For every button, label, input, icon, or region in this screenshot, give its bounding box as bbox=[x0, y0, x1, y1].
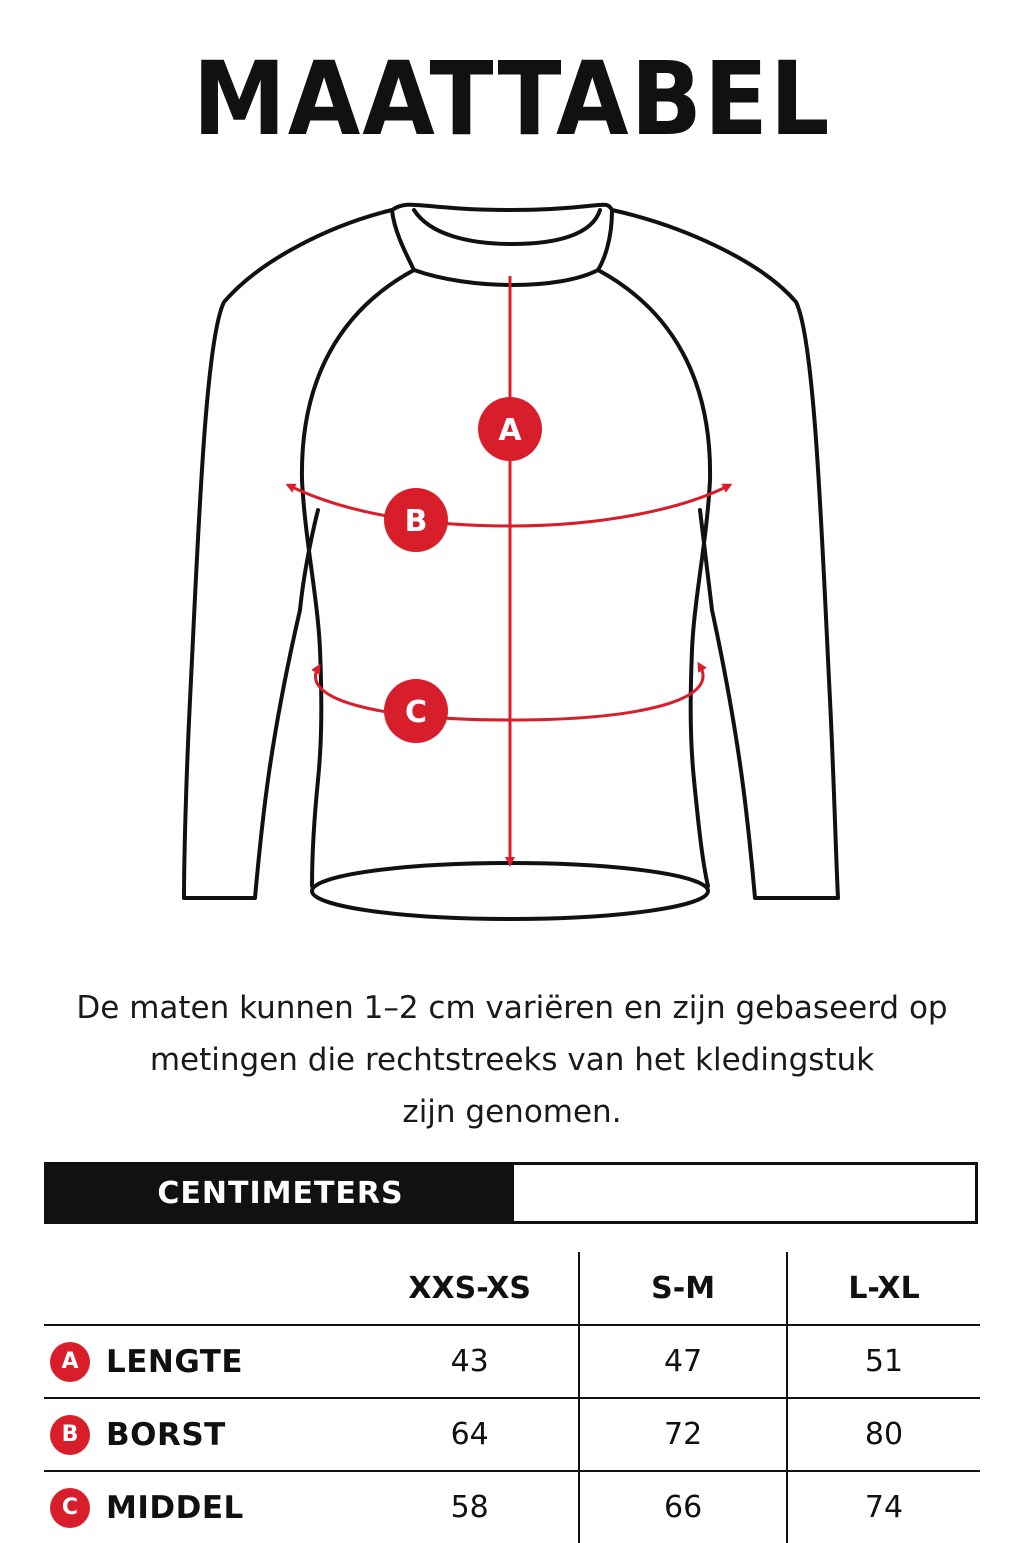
cell-borst-xxs-xs: 64 bbox=[361, 1398, 579, 1471]
badge-b: B bbox=[50, 1415, 90, 1455]
note-line-1: De maten kunnen 1–2 cm variëren en zijn gebaseerd op bbox=[76, 990, 948, 1026]
marker-b bbox=[384, 488, 448, 552]
cell-middel-s-m: 66 bbox=[579, 1471, 787, 1543]
header-size-xxs-xs: XXS-XS bbox=[408, 1270, 531, 1306]
marker-c-label: C bbox=[404, 695, 428, 730]
cell-lengte-xxs-xs: 43 bbox=[361, 1325, 579, 1398]
unit-toggle bbox=[44, 1162, 978, 1224]
table-row-borst bbox=[44, 1398, 980, 1471]
cell-borst-s-m: 72 bbox=[579, 1398, 787, 1471]
sleeve-right-outline bbox=[612, 210, 838, 898]
header-empty bbox=[44, 1252, 361, 1325]
marker-a bbox=[478, 397, 542, 461]
measurement-note bbox=[40, 982, 984, 1138]
header-size-l-xl: L-XL bbox=[787, 1252, 980, 1325]
row-label-lengte: LENGTE bbox=[106, 1343, 244, 1380]
row-label-borst: BORST bbox=[106, 1416, 226, 1453]
marker-c bbox=[384, 679, 448, 743]
garment-diagram bbox=[0, 180, 1024, 940]
body-right-outline bbox=[598, 270, 710, 886]
cell-middel-xxs-xs: 58 bbox=[361, 1471, 579, 1543]
sleeve-left-outline bbox=[184, 210, 392, 898]
cell-borst-l-xl: 80 bbox=[787, 1398, 980, 1471]
note-line-3: zijn genomen. bbox=[402, 1094, 622, 1130]
cell-middel-l-xl: 74 bbox=[787, 1471, 980, 1543]
header-size-s-m: S-M bbox=[579, 1252, 787, 1325]
size-table bbox=[44, 1252, 980, 1543]
note-line-2: metingen die rechtstreeks van het kledingstuk bbox=[149, 1042, 875, 1078]
hem-outline bbox=[312, 863, 708, 919]
unit-tab-empty bbox=[514, 1165, 975, 1221]
row-label-middel: MIDDEL bbox=[106, 1489, 244, 1526]
unit-tab-centimeters[interactable]: CENTIMETERS bbox=[47, 1165, 514, 1221]
cell-lengte-s-m: 47 bbox=[579, 1325, 787, 1398]
marker-a-label: A bbox=[498, 413, 522, 448]
collar-inner bbox=[414, 210, 600, 244]
size-table-header bbox=[44, 1252, 980, 1325]
badge-a: A bbox=[50, 1342, 90, 1382]
table-row-lengte bbox=[44, 1325, 980, 1398]
page-title: MAATTABEL bbox=[192, 40, 832, 159]
body-left-outline bbox=[302, 270, 414, 886]
cell-lengte-l-xl: 51 bbox=[787, 1325, 980, 1398]
table-row-middel bbox=[44, 1471, 980, 1543]
badge-c: C bbox=[50, 1488, 90, 1528]
marker-b-label: B bbox=[404, 504, 428, 539]
